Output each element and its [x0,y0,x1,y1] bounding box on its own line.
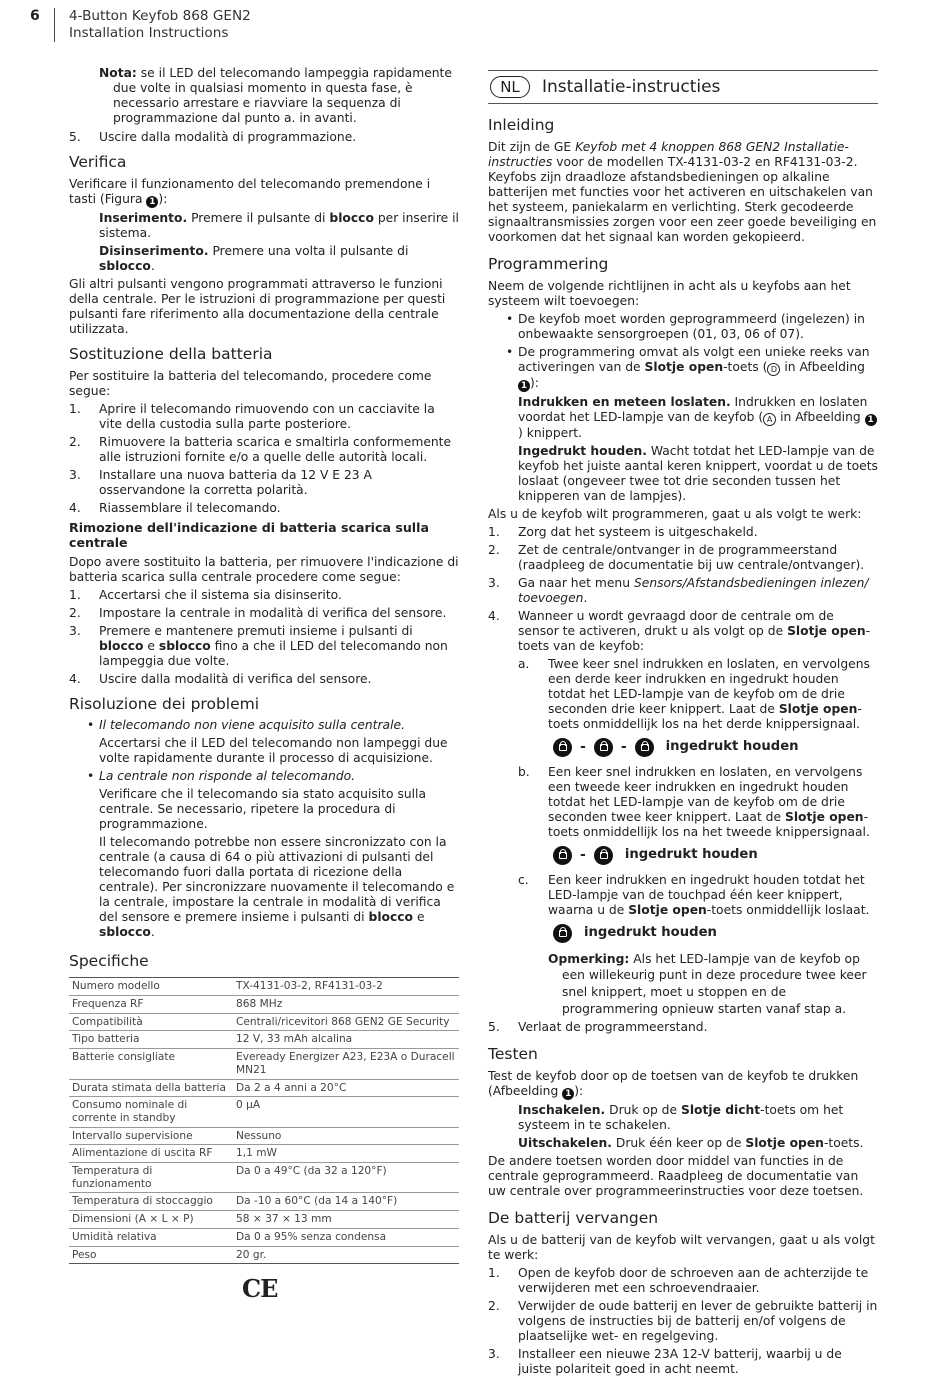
paragraph: Accertarsi che il LED del telecomando non lampeggi due volte rapidamente durante il processo di acquisizione. [99,736,448,766]
figure-1-icon: 1 [518,380,530,392]
low-battery-steps [69,588,461,687]
hold-label: ingedrukt houden [624,847,758,863]
page-number: 6 [30,8,40,24]
table-row [69,1228,459,1246]
sub-steps [518,657,878,943]
paragraph: Disinserimento. Premere una volta il pulsante di sblocco. [99,243,409,273]
section-heading-verifica: Verifica [69,153,127,171]
figure-1-icon: 1 [562,1088,574,1100]
table-row [69,1049,459,1079]
table-row [69,1193,459,1211]
list-item: • La centrale non risponde al telecomando. [69,769,461,784]
figure-1-icon: 1 [146,196,158,208]
list-item: 3. Premere e mantenere premuti insieme i pulsanti di blocco e sblocco fino a che il LED del telecomando non lampeggia due volte. [69,623,448,668]
paragraph: Neem de volgende richtlijnen in acht als u keyfobs aan het systeem wilt toevoegen: [488,278,851,308]
list-item: 4. Riassemblare il telecomando. [69,500,281,515]
left-column [69,66,461,1304]
spec-key: Frequenza RF [69,996,233,1014]
prog-steps [488,525,878,1035]
list-item: 1. Accertarsi che il sistema sia disinserito. [69,587,342,602]
unlock-button-icon [594,846,613,865]
list-item: • De programmering omvat als volgt een unieke reeks van activeringen van de Slotje open-toets ( D in Afbeelding 1 ): [488,345,878,392]
list-item: 4. Wanneer u wordt gevraagd door de centrale om de sensor te activeren, drukt u als volgt op de Slotje open-toets van de keyfob: a. Twee keer snel indrukken en loslaten, en vervolgens een derde keer indrukken en ingedrukt houden totdat het LED-lampje van de keyfob om de drie seconden drie keer knippert. Laat de Slotje open-toets onmiddellijk los na het derde knippersignaal. - - ingedrukt houden b. Een keer snel indrukken en loslaten, en vervolgens een tweede keer indrukken en ingedrukt houden totdat het LED-lampje van de keyfob om de drie seconden twee keer knippert. Laat de Slotje open-toets onmiddellijk los na het tweede knippersignaal. - ingedrukt houden c. Een keer indrukken en ingedrukt houden totdat het LED-lampje van de touchpad één keer knippert, waarna u de Slotje open-toets onmiddellijk loslaat. ingedrukt houden Opmerking: Als het LED-lampje van de keyfob op een willekeurig punt in deze procedure twee keer snel knippert, moet u stoppen en de programmering opnieuw starten vanaf stap a. [488,609,878,1017]
note-label: Nota: [99,66,137,80]
table-row [69,1079,459,1097]
table-row [69,1127,459,1145]
unlock-button-icon [553,846,572,865]
list-item: 1. Aprire il telecomando rimuovendo con un cacciavite la vite della custodia sulla parte posteriore. [69,401,435,431]
paragraph: Dit zijn de GE Keyfob met 4 knoppen 868 GEN2 Installatie-instructies voor de modellen TX-4131-03-2 en RF4131-03-2. Keyfobs zijn draadloze afstandsbedieningen op alkaline batterijen met functies voor het activeren en uitschakelen van het systeem, paniekalarm en verlichting. Sterk gecodeerde signaaltransmissies zorgen voor een zeer goede beveiliging en voorkomen dat het signaal kan worden gekopieerd. [488,139,877,244]
paragraph: Indrukken en meteen loslaten. Indrukken en loslaten voordat het LED-lampje van de keyfob ( A in Afbeelding 1) knippert. [488,395,878,441]
title-line-2: Installation Instructions [69,25,229,41]
spec-value: 58 × 37 × 13 mm [233,1211,459,1229]
list-item: • Il telecomando non viene acquisito sulla centrale. [69,718,461,733]
spec-table [69,977,459,1264]
document-title [69,8,251,42]
list-item: 5. Verlaat de programmeerstand. [488,1020,708,1035]
spec-value: Eveready Energizer A23, E23A o Duracell MN21 [233,1049,459,1079]
paragraph: Verificare il funzionamento del telecomando premendone i tasti (Figura 1 ): [69,176,431,207]
paragraph: Verificare che il telecomando sia stato acquisito sulla centrale. Se necessario, ripetere la procedura di programmazione. [99,787,427,832]
hold-label: ingedrukt houden [584,925,717,941]
section-heading-problemi: Risoluzione dei problemi [69,694,260,713]
table-row [69,1031,459,1049]
unlock-button-icon [635,738,654,757]
spec-key: Consumo nominale di corrente in standby [69,1097,233,1127]
paragraph: Test de keyfob door op de toetsen van de keyfob te drukken (Afbeelding 1 ): [488,1069,859,1100]
spec-value: TX-4131-03-2, RF4131-03-2 [233,978,459,996]
trouble-list [69,718,461,733]
paragraph: Gli altri pulsanti vengono programmati attraverso le funzioni della centrale. Per le istruzioni di programmazione per questi pulsanti fare riferimento alla documentazione della centrale utilizzata. [69,276,446,336]
button-sequence: - ingedrukt houden [553,846,878,865]
section-heading-programmering: Programmering [488,254,609,273]
spec-key: Alimentazione di uscita RF [69,1145,233,1163]
language-badge: NL [490,76,530,98]
callout-d-icon: D [767,363,780,376]
list-item: 3. Installare una nuova batteria da 12 V E 23 A osservandone la corretta polarità. [69,467,372,497]
spec-key: Tipo batteria [69,1031,233,1049]
list-item: c. Een keer indrukken en ingedrukt houden totdat het LED-lampje van de touchpad één keer knippert, waarna u de Slotje open-toets onmiddellijk loslaat. ingedrukt houden [518,873,878,943]
list-item: 1. Open de keyfob door de schroeven aan de achterzijde te verwijderen met een schroevendraaier. [488,1266,869,1295]
section-heading-batteria: Sostituzione della batteria [69,344,273,363]
list-item: 3. Ga naar het menu Sensors/Afstandsbedieningen inlezen/ toevoegen. [488,575,869,605]
list-item: 1. Zorg dat het systeem is uitgeschakeld. [488,524,758,539]
list-item: b. Een keer snel indrukken en loslaten, en vervolgens een tweede keer indrukken en ingedrukt houden totdat het LED-lampje van de keyfob om de drie seconden twee keer knippert. Laat de Slotje open-toets onmiddellijk los na het tweede knippersignaal. - ingedrukt houden [518,765,878,865]
list-item: • De keyfob moet worden geprogrammeerd (ingelezen) in onbewaakte sensorgroepen (01, 03, 06 of 07). [488,312,878,342]
table-row [69,1163,459,1193]
callout-a-icon: A [763,413,776,426]
paragraph: Inserimento. Premere il pulsante di blocco per inserire il sistema. [99,210,459,240]
spec-key: Durata stimata della batteria [69,1079,233,1097]
unlock-button-icon [553,924,572,943]
section-heading-inleiding: Inleiding [488,116,555,134]
note-block: Opmerking: Als het LED-lampje van de keyfob op een willekeurig punt in deze procedure twee keer snel knippert, moet u stoppen en de programmering opnieuw starten vanaf stap a. [548,951,867,1016]
paragraph: Als u de batterij van de keyfob wilt vervangen, gaat u als volgt te werk: [488,1233,875,1262]
spec-key: Intervallo supervisione [69,1127,233,1145]
spec-value: 12 V, 33 mAh alcalina [233,1031,459,1049]
spec-value: 20 gr. [233,1246,459,1264]
paragraph: De andere toetsen worden door middel van functies in de centrale geprogrammeerd. Raadpleeg de documentatie van uw centrale over programmeerinstructies voor deze toetsen. [488,1154,864,1199]
header-divider [54,8,55,42]
unlock-button-icon [594,738,613,757]
battery-steps [69,402,461,516]
list-item: 2. Verwijder de oude batterij en lever de gebruikte batterij in volgens de instructies bij de batterij en/of volgens de plaatselijke wet- en regelgeving. [488,1299,878,1343]
spec-value: 0 µA [233,1097,459,1127]
paragraph: Il telecomando potrebbe non essere sincronizzato con la centrale (a causa di 64 o più attivazioni di pulsanti del telecomando fuori dalla portata di ricezione della centrale). Per sincronizzare nuovamente il telecomando e la centrale, impostare la centrale in modalità di verifica del sensore e premere insieme i pulsanti di blocco e sblocco. [99,835,455,940]
list-item: 5. Uscire dalla modalità di programmazione. [69,130,357,144]
spec-value: Nessuno [233,1127,459,1145]
section-title: Installatie-instructies [542,77,721,97]
right-column [488,70,878,1380]
title-line-1: 4-Button Keyfob 868 GEN2 [69,8,251,24]
spec-value: 1,1 mW [233,1145,459,1163]
table-row [69,1097,459,1127]
table-row [69,996,459,1014]
section-heading-batterij: De batterij vervangen [488,1209,659,1228]
table-row [69,1211,459,1229]
paragraph: Uitschakelen. Druk één keer op de Slotje open-toets. [518,1136,864,1151]
spec-key: Batterie consigliate [69,1049,233,1079]
paragraph: Als u de keyfob wilt programmeren, gaat u als volgt te werk: [488,506,862,521]
step-list [69,130,461,145]
button-sequence [553,924,878,943]
spec-key: Compatibilità [69,1013,233,1031]
hold-label: ingedrukt houden [665,739,799,755]
spec-value: Da 0 a 49°C (da 32 a 120°F) [233,1163,459,1193]
section-heading-specifiche: Specifiche [69,952,149,971]
prog-list [488,312,878,392]
table-row [69,1246,459,1264]
spec-key: Temperatura di funzionamento [69,1163,233,1193]
language-header [488,70,878,104]
table-row [69,978,459,996]
table-row [69,1013,459,1031]
unlock-button-icon [553,738,572,757]
subheading-low-battery: Rimozione dell'indicazione di batteria scarica sulla centrale [69,519,429,551]
spec-value: Da -10 a 60°C (da 14 a 140°F) [233,1193,459,1211]
paragraph: Per sostituire la batteria del telecomando, procedere come segue: [69,368,432,398]
list-item: 4. Uscire dalla modalità di verifica del sensore. [69,671,372,686]
spec-key: Umidità relativa [69,1228,233,1246]
ce-mark-icon: CE [242,1274,278,1304]
list-item: 2. Zet de centrale/ontvanger in de programmeerstand (raadpleeg de documentatie bij uw centrale/ontvanger). [488,542,865,572]
spec-value: Da 2 a 4 anni a 20°C [233,1079,459,1097]
spec-key: Peso [69,1246,233,1264]
note-block [69,66,461,126]
list-item: 3. Installeer een nieuwe 23A 12-V batterij, waarbij u de juiste polariteit goed in acht neemt. [488,1347,842,1376]
spec-value: 868 MHz [233,996,459,1014]
paragraph: Ingedrukt houden. Wacht totdat het LED-lampje van de keyfob het juiste aantal keren knippert, voordat u de toets loslaat (ongeveer twee tot drie seconden tussen het knipperen van de lampjes). [518,443,878,503]
table-row [69,1145,459,1163]
button-sequence: - - ingedrukt houden [553,738,878,757]
figure-1-icon: 1 [865,414,877,426]
battery-steps [488,1266,878,1377]
trouble-list [69,769,461,784]
list-item: 2. Impostare la centrale in modalità di verifica del sensore. [69,605,447,620]
spec-key: Temperatura di stoccaggio [69,1193,233,1211]
section-heading-testen: Testen [488,1045,538,1064]
note-text: se il LED del telecomando lampeggia rapidamente due volte in qualsiasi momento in questa fase, è necessario arrestare e riavviare la sequenza di programmazione dal punto a. in avanti. [113,66,452,125]
paragraph: Inschakelen. Druk op de Slotje dicht-toets om het systeem in te schakelen. [518,1103,844,1133]
paragraph: Dopo avere sostituito la batteria, per rimuovere l'indicazione di batteria scarica sulla centrale procedere come segue: [69,554,459,584]
spec-key: Dimensioni (A × L × P) [69,1211,233,1229]
list-item: 2. Rimuovere la batteria scarica e smaltirla conformemente alle istruzioni fornite e/o a quelle delle autorità locali. [69,434,452,464]
spec-value: Centrali/ricevitori 868 GEN2 GE Security [233,1013,459,1031]
spec-key: Numero modello [69,978,233,996]
spec-value: Da 0 a 95% senza condensa [233,1228,459,1246]
list-item: a. Twee keer snel indrukken en loslaten, en vervolgens een derde keer indrukken en ingedrukt houden totdat het LED-lampje van de keyfob om de drie seconden drie keer knippert. Laat de Slotje open-toets onmiddellijk los na het derde knippersignaal. - - ingedrukt houden [518,657,878,757]
